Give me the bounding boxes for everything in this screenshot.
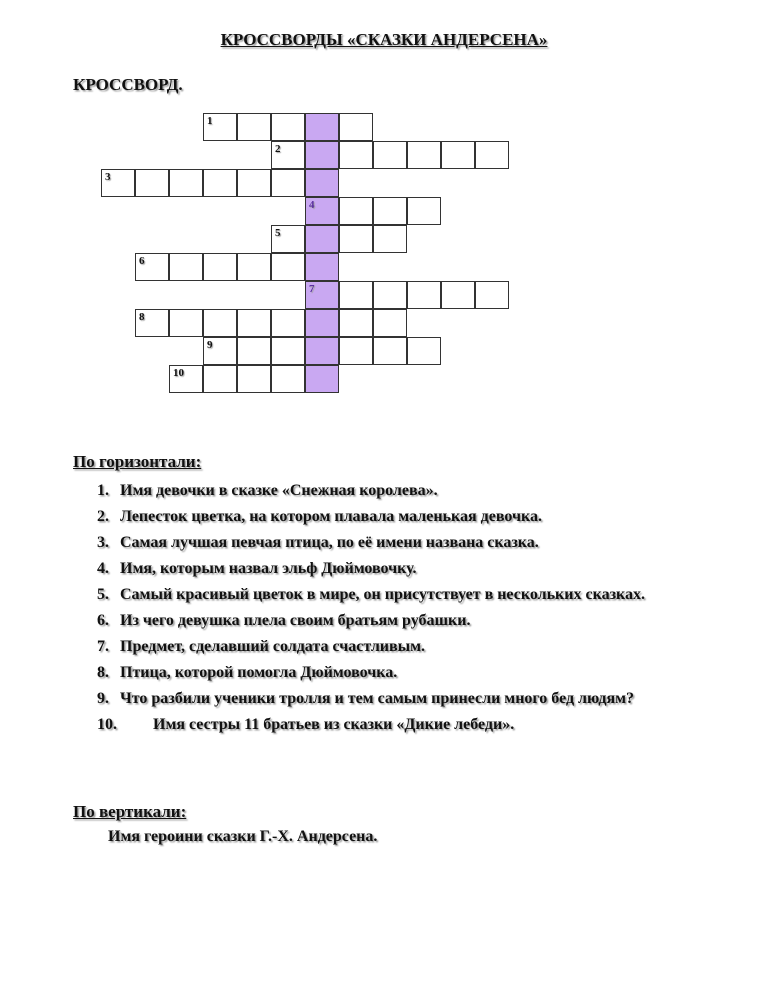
down-heading: По вертикали: [73,802,187,821]
cell-number: 9 [207,339,213,351]
across-clue-list [73,478,713,738]
clue-number: 7. [97,638,109,655]
crossword-cell[interactable] [271,169,305,197]
crossword-cell[interactable] [237,113,271,141]
cell-number: 4 [309,199,315,211]
down-clue-text: Имя героини сказки Г.-Х. Андерсена. [108,828,378,845]
clue-item [73,608,713,634]
crossword-cell[interactable] [203,309,237,337]
cell-number: 2 [275,143,281,155]
clue-text: Имя сестры 11 братьев из сказки «Дикие лебеди». [153,716,515,733]
crossword-cell[interactable] [475,141,509,169]
cell-number: 10 [173,367,184,379]
clue-item [73,504,713,530]
crossword-cell[interactable] [237,169,271,197]
crossword-cell[interactable] [339,337,373,365]
crossword-key-cell[interactable] [305,141,339,169]
crossword-cell[interactable] [101,169,135,197]
cell-number: 1 [207,115,213,127]
crossword-cell[interactable] [339,309,373,337]
crossword-cell[interactable] [169,253,203,281]
clue-text: Самый красивый цветок в мире, он присутствует в нескольких сказках. [120,586,645,603]
clue-item [73,582,713,608]
cell-number: 7 [309,283,315,295]
document-title: КРОССВОРДЫ «СКАЗКИ АНДЕРСЕНА» [220,30,548,49]
crossword-cell[interactable] [339,281,373,309]
crossword-key-cell[interactable] [305,253,339,281]
clue-text: Птица, которой помогла Дюймовочка. [120,664,398,681]
clue-text: Имя девочки в сказке «Снежная королева». [120,482,438,499]
crossword-cell[interactable] [271,253,305,281]
clue-text: Имя, которым назвал эльф Дюймовочку. [120,560,417,577]
crossword-cell[interactable] [271,337,305,365]
cell-number: 8 [139,311,145,323]
crossword-cell[interactable] [339,225,373,253]
crossword-cell[interactable] [203,365,237,393]
crossword-cell[interactable] [271,141,305,169]
clue-text: Лепесток цветка, на котором плавала маленькая девочка. [120,508,542,525]
crossword-cell[interactable] [271,365,305,393]
crossword-cell[interactable] [373,309,407,337]
crossword-key-cell[interactable] [305,169,339,197]
clue-text: Предмет, сделавший солдата счастливым. [120,638,426,655]
crossword-cell[interactable] [203,253,237,281]
clue-number: 2. [97,508,109,525]
cell-number: 3 [105,171,111,183]
crossword-cell[interactable] [271,309,305,337]
crossword-cell[interactable] [271,113,305,141]
crossword-cell[interactable] [237,309,271,337]
crossword-cell[interactable] [135,253,169,281]
crossword-cell[interactable] [441,281,475,309]
clue-number: 5. [97,586,109,603]
crossword-cell[interactable] [339,141,373,169]
crossword-cell[interactable] [407,197,441,225]
clue-number: 3. [97,534,109,551]
clue-text: Что разбили ученики тролля и тем самым принесли много бед людям? [120,690,634,707]
clue-number: 10. [97,716,117,733]
crossword-key-cell[interactable] [305,309,339,337]
clue-number: 8. [97,664,109,681]
crossword-cell[interactable] [373,281,407,309]
crossword-cell[interactable] [407,141,441,169]
crossword-cell[interactable] [203,337,237,365]
crossword-cell[interactable] [169,365,203,393]
crossword-cell[interactable] [203,113,237,141]
crossword-cell[interactable] [441,141,475,169]
crossword-cell[interactable] [169,169,203,197]
crossword-key-cell[interactable] [305,197,339,225]
crossword-cell[interactable] [271,225,305,253]
crossword-key-cell[interactable] [305,337,339,365]
crossword-cell[interactable] [373,225,407,253]
across-heading: По горизонтали: [73,452,202,471]
clue-item [73,556,713,582]
crossword-key-cell[interactable] [305,225,339,253]
crossword-cell[interactable] [237,337,271,365]
crossword-cell[interactable] [237,253,271,281]
clue-item [73,530,713,556]
crossword-cell[interactable] [237,365,271,393]
crossword-cell[interactable] [135,169,169,197]
crossword-cell[interactable] [339,197,373,225]
cell-number: 5 [275,227,281,239]
crossword-grid [0,0,768,420]
clue-item [73,478,713,504]
crossword-key-cell[interactable] [305,281,339,309]
clue-number: 1. [97,482,109,499]
clue-number: 4. [97,560,109,577]
clue-number: 9. [97,690,109,707]
crossword-cell[interactable] [203,169,237,197]
crossword-cell[interactable] [373,197,407,225]
clue-item [73,712,713,738]
clue-number: 6. [97,612,109,629]
crossword-cell[interactable] [407,281,441,309]
crossword-cell[interactable] [407,337,441,365]
cell-number: 6 [139,255,145,267]
clue-item [73,686,713,712]
crossword-cell[interactable] [169,309,203,337]
crossword-cell[interactable] [135,309,169,337]
clue-item [73,634,713,660]
section-title: КРОССВОРД. [73,75,183,94]
crossword-key-cell[interactable] [305,365,339,393]
clue-text: Из чего девушка плела своим братьям рубашки. [120,612,471,629]
crossword-cell[interactable] [339,113,373,141]
crossword-cell[interactable] [475,281,509,309]
clue-text: Самая лучшая певчая птица, по её имени названа сказка. [120,534,539,551]
crossword-cell[interactable] [373,337,407,365]
clue-item [73,660,713,686]
crossword-cell[interactable] [373,141,407,169]
crossword-key-cell[interactable] [305,113,339,141]
